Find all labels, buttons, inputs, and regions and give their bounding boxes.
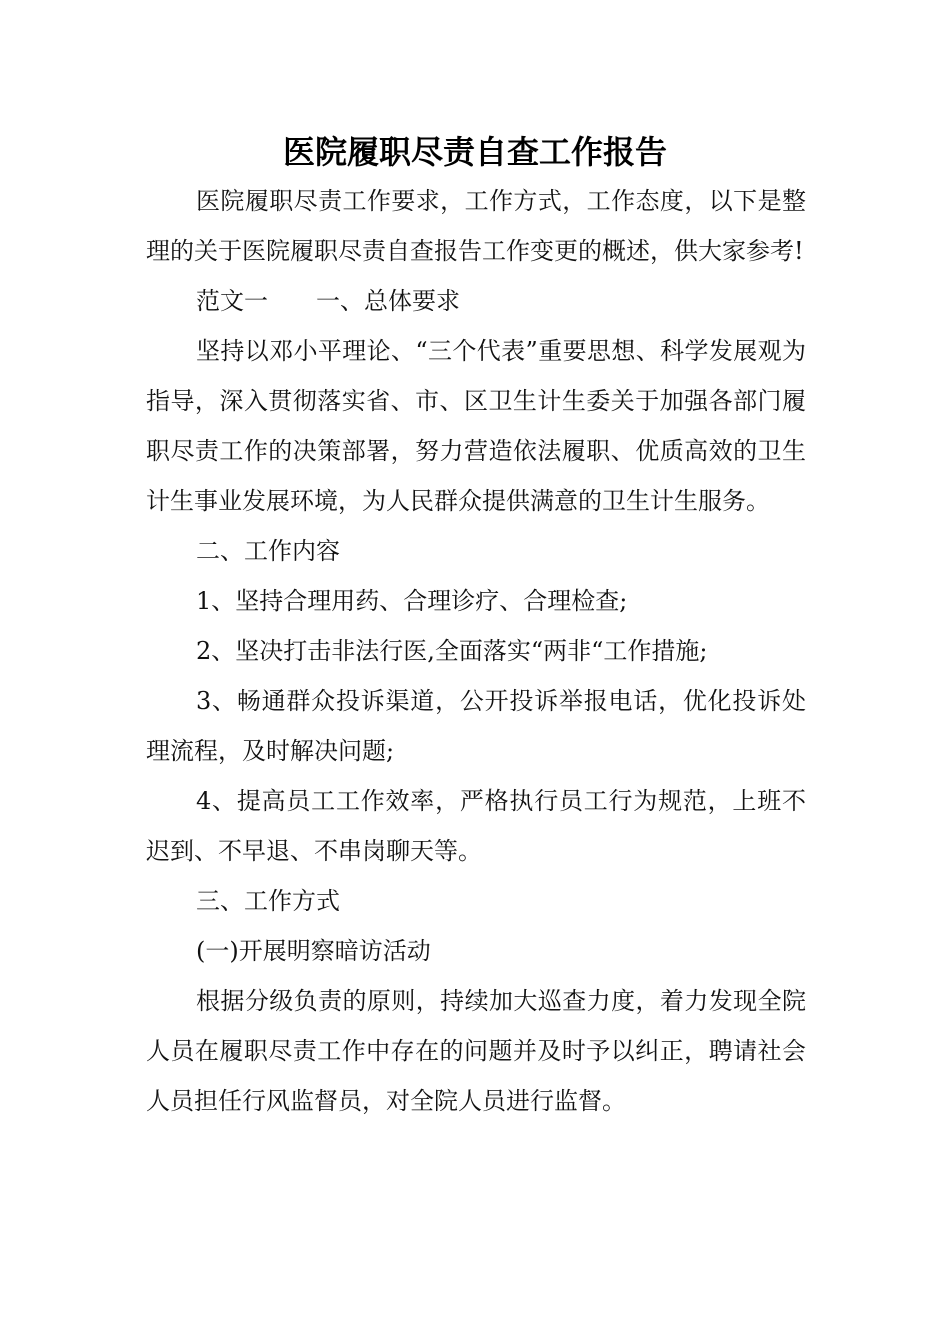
paragraph-heading-1: 范文一 一、总体要求 (196, 287, 460, 315)
paragraph-heading-3: 三、工作方式 (196, 887, 340, 915)
paragraph-heading-2: 二、工作内容 (196, 537, 340, 565)
paragraph-inspection: 根据分级负责的原则，持续加大巡查力度，着力发现全院人员在履职尽责工作中存在的问题并及时予以纠正，聘请社会人员担任行风监督员，对全院人员进行监督。 (146, 987, 806, 1115)
paragraph-intro: 医院履职尽责工作要求，工作方式，工作态度，以下是整理的关于医院履职尽责自查报告工作变更的概述，供大家参考! (146, 187, 806, 265)
document-body (146, 176, 806, 1126)
paragraph-item-4: 4、提高员工工作效率，严格执行员工行为规范，上班不迟到、不早退、不串岗聊天等。 (146, 787, 806, 865)
paragraph-subheading-1: (一)开展明察暗访活动 (196, 937, 431, 965)
paragraph-item-1: 1、坚持合理用药、合理诊疗、合理检查; (196, 587, 628, 615)
paragraph-general-requirements: 坚持以邓小平理论、“三个代表”重要思想、科学发展观为指导，深入贯彻落实省、市、区卫生计生委关于加强各部门履职尽责工作的决策部署，努力营造依法履职、优质高效的卫生计生事业发展环境，为人民群众提供满意的卫生计生服务。 (146, 337, 806, 515)
paragraph-item-2: 2、坚决打击非法行医,全面落实“两非“工作措施; (196, 637, 708, 665)
document-title: 医院履职尽责自查工作报告 (282, 133, 667, 171)
paragraph-item-3: 3、畅通群众投诉渠道，公开投诉举报电话，优化投诉处理流程，及时解决问题; (146, 687, 806, 765)
